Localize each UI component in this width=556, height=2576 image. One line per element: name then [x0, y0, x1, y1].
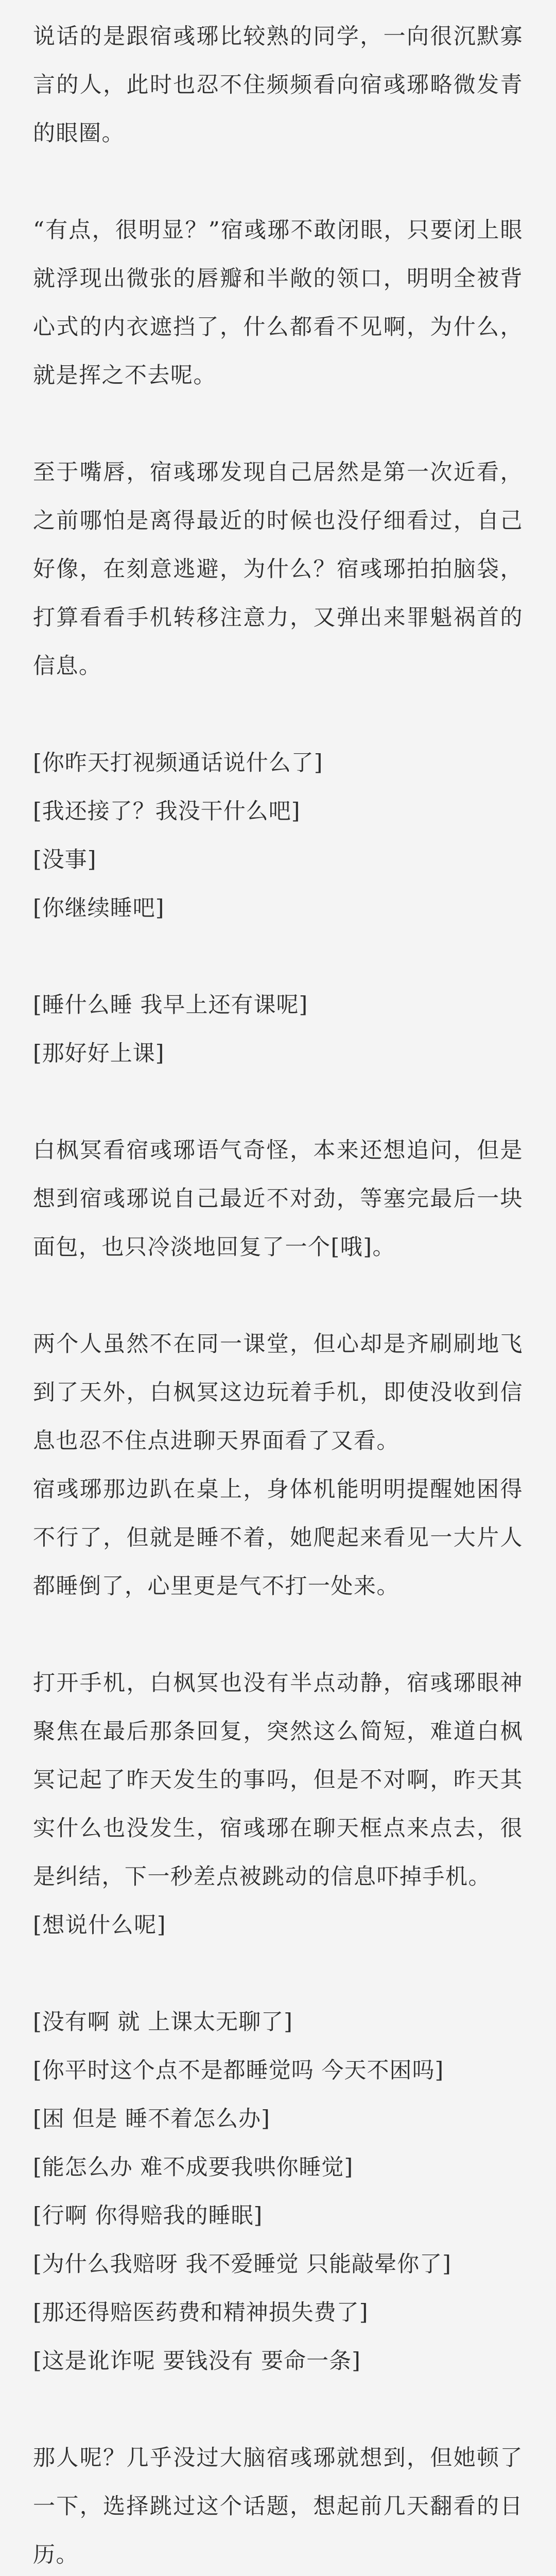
paragraph-3: [33, 448, 523, 690]
chat-message: [你平时这个点不是都睡觉吗 今天不困吗]: [33, 2058, 444, 2083]
chat-message: [想说什么呢]: [33, 1912, 167, 1938]
chat-message: [你昨天打视频通话说什么了]: [33, 750, 323, 776]
chat-group-1: [33, 739, 523, 933]
chat-message: [能怎么办 难不成要我哄你睡觉]: [33, 2155, 354, 2180]
paragraph-7: [33, 2434, 523, 2576]
paragraph-text: 白枫冥看宿彧琊语气奇怪，本来还想追问，但是想到宿彧琊说自己最近不对劲，等塞完最后一块面包，也只冷淡地回复了一个[哦]。: [33, 1138, 523, 1260]
chat-message: [睡什么睡 我早上还有课呢]: [33, 992, 308, 1018]
paragraph-1: [33, 12, 523, 158]
paragraph-2: [33, 206, 523, 400]
chat-message: [那好好上课]: [33, 1041, 165, 1066]
chat-message: [没有啊 就 上课太无聊了]: [33, 2009, 293, 2035]
paragraph-text: “有点，很明显？”宿彧琊不敢闭眼，只要闭上眼就浮现出微张的唇瓣和半敞的领口，明明全被背心式的内衣遮挡了，什么都看不见啊，为什么，就是挥之不去呢。: [33, 217, 523, 388]
chat-message: [没事]: [33, 847, 97, 873]
paragraph-text: 两个人虽然不在同一课堂，但心却是齐刷刷地飞到了天外，白枫冥这边玩着手机，即使没收到信息也忍不住点进聊天界面看了又看。 宿彧琊那边趴在桌上，身体机能明明提醒她困得不行了，但就是睡不着，她爬起来看见一大片人都睡倒了，心里更是气不打一处来。: [33, 1331, 523, 1599]
paragraph-6: [33, 1659, 523, 1950]
paragraph-text: 打开手机，白枫冥也没有半点动静，宿彧琊眼神聚焦在最后那条回复，突然这么简短，难道白枫冥记起了昨天发生的事吗，但是不对啊，昨天其实什么也没发生，宿彧琊在聊天框点来点去，很是纠结，下一秒差点被跳动的信息吓掉手机。: [33, 1670, 523, 1890]
chat-message: [这是讹诈呢 要钱没有 要命一条]: [33, 2348, 361, 2374]
chat-message: [那还得赔医药费和精神损失费了]: [33, 2300, 369, 2326]
chat-message: [困 但是 睡不着怎么办]: [33, 2106, 270, 2132]
paragraph-text: 至于嘴唇，宿彧琊发现自己居然是第一次近看，之前哪怕是离得最近的时候也没仔细看过，自己好像，在刻意逃避，为什么？宿彧琊拍拍脑袋，打算看看手机转移注意力，又弹出来罪魁祸首的信息。: [33, 460, 523, 679]
chat-group-2: [33, 981, 523, 1078]
paragraph-text: 那人呢？几乎没过大脑宿彧琊就想到，但她顿了一下，选择跳过这个话题，想起前几天翻看的日历。: [33, 2445, 523, 2568]
chat-message: [你继续睡吧]: [33, 895, 165, 921]
paragraph-4: [33, 1126, 523, 1272]
chat-message: [行啊 你得赔我的睡眠]: [33, 2203, 263, 2229]
paragraph-text: 说话的是跟宿彧琊比较熟的同学，一向很沉默寡言的人，此时也忍不住频频看向宿彧琊略微发青的眼圈。: [33, 24, 523, 146]
chat-group-3: [33, 1998, 523, 2385]
chat-message: [为什么我赔呀 我不爱睡觉 只能敲晕你了]: [33, 2251, 451, 2277]
paragraph-5: [33, 1320, 523, 1611]
chat-message: [我还接了？我没干什么吧]: [33, 799, 301, 824]
